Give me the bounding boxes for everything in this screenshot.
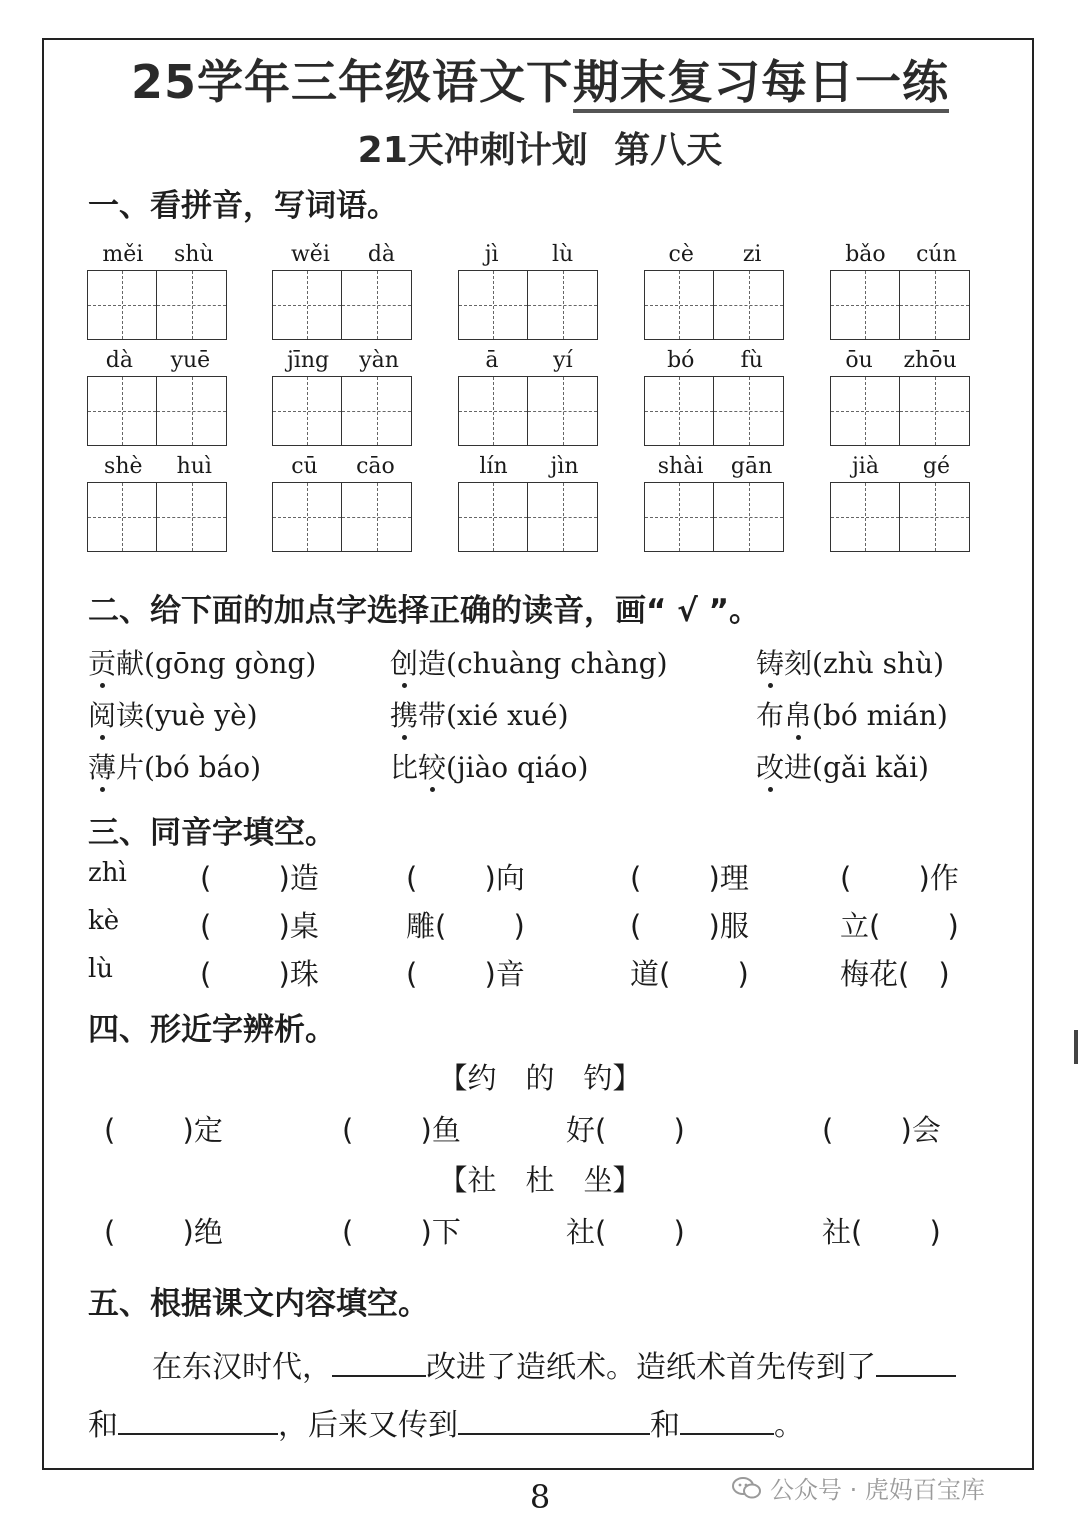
char-group-1: 【约 的 钓】 [438,1061,642,1095]
title-part1: 25学年三年级语文下 [130,55,573,109]
pinyin-label [272,346,414,376]
pronunciation-item [756,642,944,682]
pinyin-syllable: shài [657,454,704,479]
fill-blank[interactable] [876,1345,956,1377]
homophone-blank[interactable]: ( )向 [406,861,525,895]
tian-grid-box[interactable] [272,270,342,340]
fill-blank[interactable] [680,1403,774,1435]
pinyin-word [458,452,600,552]
pinyin-syllable: jīng [287,348,330,373]
pinyin-label [87,240,229,270]
pinyin-word [87,452,229,552]
pronunciation-item [88,746,261,786]
homophone-blank[interactable]: ( )音 [406,957,525,991]
pinyin-syllable: ā [485,348,499,373]
pinyin-syllable: yàn [359,348,399,373]
homophone-pinyin: lù [88,954,114,984]
pinyin-word [272,452,414,552]
watermark [732,1470,985,1505]
tian-grid-box[interactable] [528,270,598,340]
pinyin-word [830,346,972,446]
tian-grid-box[interactable] [830,482,900,552]
pinyin-options[interactable]: (chuàng chàng) [446,647,668,680]
edge-mark [1074,1030,1078,1064]
pinyin-word [272,240,414,340]
pinyin-syllable: fù [740,348,763,373]
homophone-blank[interactable]: ( )理 [630,861,749,895]
fill-blank[interactable] [458,1403,650,1435]
tian-grid-box[interactable] [714,482,784,552]
page-title [0,46,1080,112]
tian-grid-box[interactable] [157,270,227,340]
pinyin-options[interactable]: (gōng gòng) [144,647,317,680]
pinyin-options[interactable]: (xié xué) [446,699,569,732]
tian-grid-box[interactable] [528,376,598,446]
pinyin-syllable: zi [742,242,762,267]
section3-heading: 三、同音字填空。 [88,815,336,851]
section4-heading: 四、形近字辨析。 [88,1012,336,1048]
fill-line-2 [88,1400,804,1444]
pinyin-syllable: dà [367,242,396,267]
word-char: 带 [418,699,447,732]
pinyin-syllable: cè [668,242,694,267]
pinyin-syllable: jìn [550,454,579,479]
pinyin-syllable: gé [922,454,951,479]
pinyin-syllable: měi [102,242,144,267]
similar-char-blank[interactable]: ( )绝 [104,1215,223,1249]
word-char: 刻 [784,647,813,680]
pinyin-syllable: ōu [845,348,873,373]
similar-char-blank[interactable]: ( )鱼 [342,1113,461,1147]
pinyin-syllable: shè [104,454,143,479]
homophone-blank[interactable]: ( )珠 [200,957,319,991]
pinyin-syllable: bǎo [845,242,886,267]
pinyin-syllable: yuē [170,348,211,373]
tian-grid-box[interactable] [157,376,227,446]
pinyin-syllable: yí [553,348,573,373]
pinyin-options[interactable]: (zhù shù) [812,647,945,680]
pinyin-syllable: shù [174,242,214,267]
pinyin-label [644,240,786,270]
pinyin-word [830,240,972,340]
tian-grid-box[interactable] [644,270,714,340]
word-char: 读 [116,699,145,732]
pinyin-options[interactable]: (gǎi kǎi) [812,751,929,784]
pinyin-label [830,240,972,270]
page-number: 8 [529,1478,551,1516]
tian-grid-box[interactable] [830,376,900,446]
pinyin-word [644,240,786,340]
tian-grid-box[interactable] [87,270,157,340]
writing-grid [272,376,414,446]
word-char: 片 [116,751,145,784]
word-char: 比 [390,751,419,784]
dotted-char: 阅 [88,699,117,732]
writing-grid [87,482,229,552]
page-subtitle: 21天冲刺计划 第八天 [357,130,723,171]
pinyin-syllable: cún [916,242,957,267]
tian-grid-box[interactable] [830,270,900,340]
fill-text: 和 [88,1408,118,1443]
tian-grid-box[interactable] [87,482,157,552]
pinyin-syllable: bó [667,348,695,373]
tian-grid-box[interactable] [87,376,157,446]
dotted-char: 贡 [88,647,117,680]
pinyin-syllable: lù [552,242,574,267]
writing-grid [458,270,600,340]
pinyin-label [830,452,972,482]
fill-blank[interactable] [118,1403,278,1435]
pinyin-word [458,346,600,446]
dotted-char: 创 [390,647,419,680]
similar-char-blank[interactable]: 社( ) [566,1215,685,1249]
dotted-char: 薄 [88,751,117,784]
fill-text: 。 [774,1408,804,1443]
tian-grid-box[interactable] [714,376,784,446]
pinyin-label [644,452,786,482]
fill-text: 和 [650,1408,680,1443]
pinyin-label [87,346,229,376]
pinyin-syllable: jì [484,242,499,267]
pinyin-word [830,452,972,552]
word-char: 造 [418,647,447,680]
tian-grid-box[interactable] [644,376,714,446]
tian-grid-box[interactable] [714,270,784,340]
pinyin-word [644,452,786,552]
tian-grid-box[interactable] [528,482,598,552]
homophone-pinyin: zhì [88,858,127,888]
tian-grid-box[interactable] [458,270,528,340]
pinyin-word [458,240,600,340]
pronunciation-item [390,642,668,682]
pinyin-options[interactable]: (jiào qiáo) [446,751,589,784]
homophone-blank[interactable]: ( )桌 [200,909,319,943]
pinyin-word [272,346,414,446]
dotted-char: 铸 [756,647,785,680]
pinyin-syllable: huì [176,454,212,479]
writing-grid [830,482,972,552]
pronunciation-item [88,694,258,734]
pinyin-word [644,346,786,446]
section1-heading: 一、看拼音，写词语。 [88,188,398,224]
tian-grid-box[interactable] [458,482,528,552]
pinyin-syllable: gān [730,454,773,479]
pinyin-label [272,452,414,482]
tian-grid-box[interactable] [272,482,342,552]
writing-grid [87,270,229,340]
pinyin-word [87,240,229,340]
tian-grid-box[interactable] [644,482,714,552]
tian-grid-box[interactable] [900,482,970,552]
pronunciation-item [390,746,588,786]
pinyin-label [644,346,786,376]
similar-char-blank[interactable]: ( )会 [822,1113,941,1147]
writing-grid [458,376,600,446]
pronunciation-item [756,746,929,786]
pinyin-word [87,346,229,446]
section5-heading: 五、根据课文内容填空。 [88,1286,429,1322]
pinyin-label [87,452,229,482]
writing-grid [644,270,786,340]
homophone-blank[interactable]: 雕( ) [406,909,525,943]
tian-grid-box[interactable] [157,482,227,552]
writing-grid [272,270,414,340]
tian-grid-box[interactable] [458,376,528,446]
dotted-char: 帛 [784,699,813,732]
char-group-2: 【社 杜 坐】 [438,1163,642,1197]
fill-blank[interactable] [332,1345,426,1377]
similar-char-blank[interactable]: ( )定 [104,1113,223,1147]
similar-char-blank[interactable]: 社( ) [822,1215,941,1249]
dotted-char: 改 [756,751,785,784]
tian-grid-box[interactable] [272,376,342,446]
similar-char-blank[interactable]: 好( ) [566,1113,685,1147]
pinyin-label [458,346,600,376]
pinyin-syllable: cāo [356,454,395,479]
fill-text: 改进了造纸术。造纸术首先传到了 [426,1350,876,1385]
similar-char-blank[interactable]: ( )下 [342,1215,461,1249]
fill-line-1 [152,1342,956,1386]
tian-grid-box[interactable] [900,376,970,446]
pinyin-syllable: cū [291,454,318,479]
homophone-blank[interactable]: ( )造 [200,861,319,895]
fill-text: ，后来又传到 [278,1408,458,1443]
pinyin-label [272,240,414,270]
word-char: 布 [756,699,785,732]
pinyin-syllable: zhōu [903,348,957,373]
dotted-char: 携 [390,699,419,732]
tian-grid-box[interactable] [342,270,412,340]
homophone-blank[interactable]: 道( ) [630,957,749,991]
watermark-text: 公众号 · 虎妈百宝库 [770,1476,985,1504]
homophone-blank[interactable]: 立( ) [840,909,959,943]
pinyin-syllable: lín [479,454,508,479]
writing-grid [87,376,229,446]
wechat-icon [732,1477,762,1499]
dotted-char: 较 [418,751,447,784]
fill-text: 在东汉时代， [152,1350,332,1385]
pinyin-label [458,240,600,270]
homophone-blank[interactable]: ( )服 [630,909,749,943]
writing-grid [830,270,972,340]
word-char: 进 [784,751,813,784]
writing-grid [458,482,600,552]
word-char: 献 [116,647,145,680]
writing-grid [830,376,972,446]
tian-grid-box[interactable] [342,376,412,446]
pronunciation-item [756,694,948,734]
pinyin-syllable: jià [851,454,879,479]
pronunciation-item [88,642,316,682]
writing-grid [644,482,786,552]
pinyin-options[interactable]: (bó báo) [144,751,262,784]
tian-grid-box[interactable] [900,270,970,340]
writing-grid [272,482,414,552]
pinyin-label [830,346,972,376]
homophone-blank[interactable]: 梅花( ) [840,957,950,991]
homophone-pinyin: kè [88,906,120,936]
title-part2: 期末复习每日一练 [573,55,949,113]
pinyin-options[interactable]: (bó mián) [812,699,948,732]
writing-grid [644,376,786,446]
homophone-blank[interactable]: ( )作 [840,861,959,895]
pinyin-label [458,452,600,482]
pinyin-syllable: dà [105,348,133,373]
pinyin-options[interactable]: (yuè yè) [144,699,258,732]
pronunciation-item [390,694,569,734]
pinyin-syllable: wěi [290,242,330,267]
section2-heading: 二、给下面的加点字选择正确的读音，画“ √ ”。 [88,593,761,629]
tian-grid-box[interactable] [342,482,412,552]
